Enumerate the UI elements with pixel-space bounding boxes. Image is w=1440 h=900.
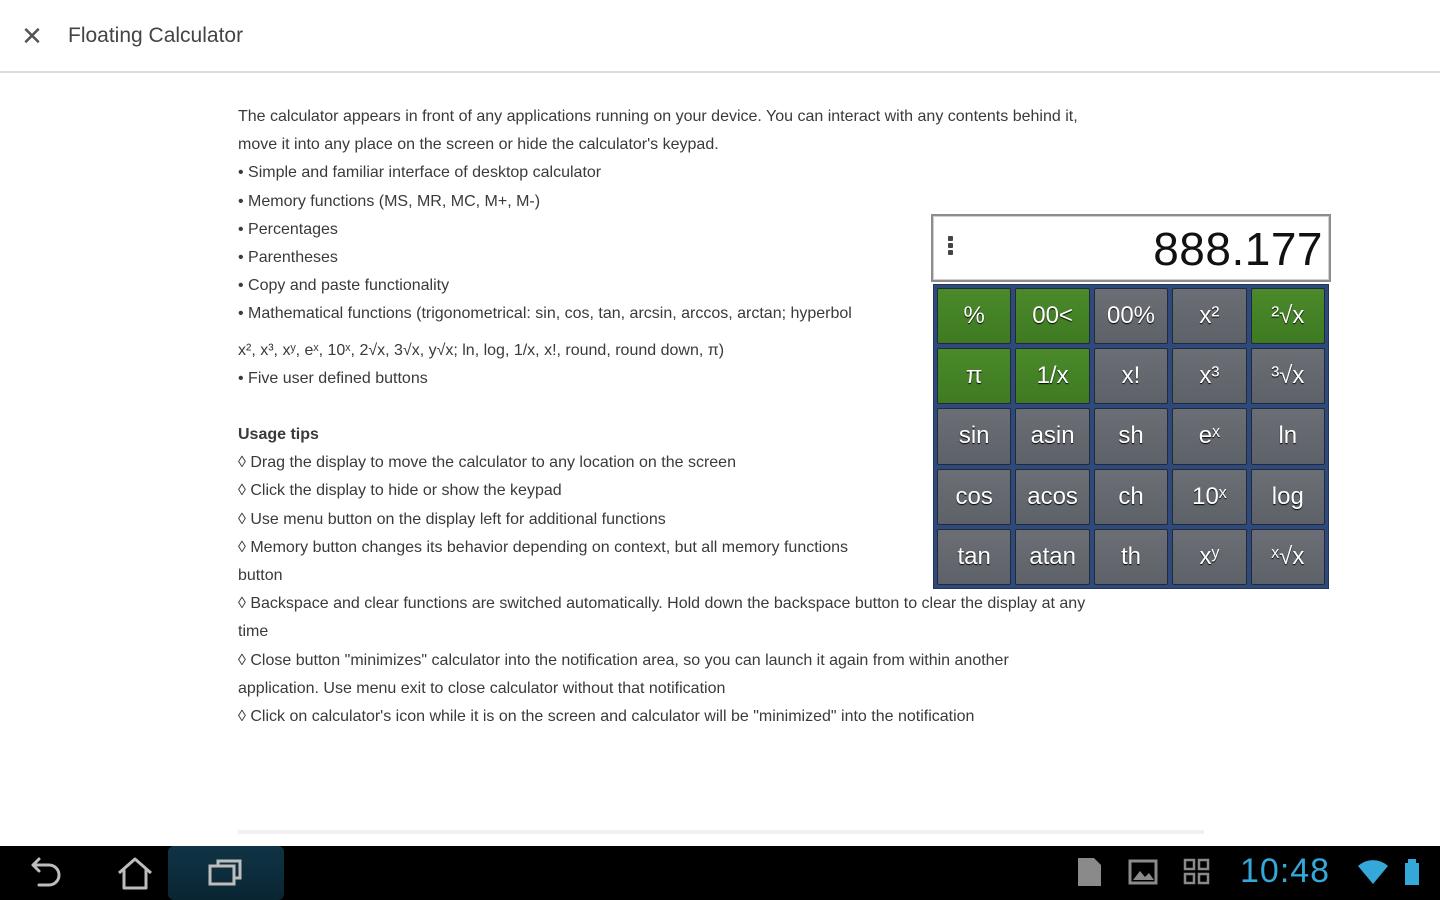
menu-icon[interactable]	[943, 234, 957, 262]
calc-key-button[interactable]: acos	[1015, 469, 1089, 525]
tip-item: time	[238, 623, 269, 641]
display-value: 888.177	[1153, 223, 1323, 275]
sd-card-icon	[1074, 856, 1104, 893]
calc-key-button[interactable]: 00%	[1094, 288, 1168, 344]
tip-item: button	[238, 567, 283, 585]
gallery-icon	[1128, 856, 1158, 893]
apps-grid-icon	[1182, 856, 1212, 893]
calc-key-button[interactable]: ch	[1094, 469, 1168, 525]
feature-item: • Percentages	[238, 220, 338, 238]
calculator-keypad	[933, 284, 1329, 589]
feature-item: x², x³, xʸ, eˣ, 10ˣ, 2√x, 3√x, y√x; ln, log, 1/x, x!, round, round down, π)	[238, 341, 725, 359]
tip-item: ◊ Memory button changes its behavior depending on context, but all memory functions	[238, 538, 849, 556]
feature-item: • Five user defined buttons	[238, 369, 428, 387]
back-icon[interactable]	[0, 846, 90, 900]
tip-item: application. Use menu exit to close calculator without that notification	[238, 679, 726, 697]
calculator-display[interactable]	[931, 214, 1331, 282]
system-navigation-bar	[0, 846, 1440, 900]
calc-key-button[interactable]: asin	[1015, 408, 1089, 464]
tip-item: ◊ Click the display to hide or show the keypad	[238, 482, 562, 500]
calc-key-button[interactable]: cos	[937, 469, 1011, 525]
calc-key-button[interactable]: %	[937, 288, 1011, 344]
tip-item: ◊ Click on calculator's icon while it is on the screen and calculator will be "minimized" into the notification	[238, 708, 975, 726]
calc-key-button[interactable]: x!	[1094, 348, 1168, 404]
calc-key-button[interactable]: ³√x	[1251, 348, 1325, 404]
calc-key-button[interactable]: 1/x	[1015, 348, 1089, 404]
calc-key-button[interactable]: atan	[1015, 529, 1089, 585]
page-title: Floating Calculator	[68, 24, 244, 47]
feature-item: • Parentheses	[238, 249, 338, 267]
feature-item: • Mathematical functions (trigonometrical: sin, cos, tan, arcsin, arccos, arctan; hyperbol	[238, 305, 852, 323]
calc-key-button[interactable]: 00<	[1015, 288, 1089, 344]
battery-icon	[1402, 856, 1422, 893]
tip-item: ◊ Close button "minimizes" calculator into the notification area, so you can launch it again from within another	[238, 651, 1009, 669]
calc-key-button[interactable]: log	[1251, 469, 1325, 525]
calc-key-button[interactable]: π	[937, 348, 1011, 404]
calc-key-button[interactable]: x³	[1172, 348, 1246, 404]
home-icon[interactable]	[90, 846, 180, 900]
calc-key-button[interactable]: th	[1094, 529, 1168, 585]
calc-key-button[interactable]: xʸ	[1172, 529, 1246, 585]
feature-item: • Simple and familiar interface of desktop calculator	[238, 164, 602, 182]
usage-tips-heading: Usage tips	[238, 426, 319, 444]
tip-item: ◊ Use menu button on the display left for additional functions	[238, 510, 666, 528]
calc-key-button[interactable]: eˣ	[1172, 408, 1246, 464]
recent-apps-icon[interactable]	[168, 846, 284, 900]
calc-key-button[interactable]: ²√x	[1251, 288, 1325, 344]
intro-line-1: The calculator appears in front of any applications running on your device. You can interact with any contents behind it,	[238, 108, 1078, 125]
content-divider	[238, 830, 1204, 834]
tip-item: ◊ Backspace and clear functions are switched automatically. Hold down the backspace button to clear the display at any	[238, 595, 1086, 613]
feature-item: • Copy and paste functionality	[238, 277, 450, 295]
calc-key-button[interactable]: 10ˣ	[1172, 469, 1246, 525]
calc-key-button[interactable]: ˣ√x	[1251, 529, 1325, 585]
calc-key-button[interactable]: tan	[937, 529, 1011, 585]
calc-key-button[interactable]: x²	[1172, 288, 1246, 344]
calc-key-button[interactable]: ln	[1251, 408, 1325, 464]
feature-item: • Memory functions (MS, MR, MC, M+, M-)	[238, 192, 541, 210]
calc-key-button[interactable]: sh	[1094, 408, 1168, 464]
calc-key-button[interactable]: sin	[937, 408, 1011, 464]
floating-calculator[interactable]	[931, 214, 1331, 590]
close-icon[interactable]: ✕	[21, 21, 43, 51]
intro-line-2: move it into any place on the screen or hide the calculator's keypad.	[238, 136, 719, 154]
wifi-icon	[1356, 856, 1390, 893]
action-bar	[0, 0, 1440, 73]
clock: 10:48	[1240, 852, 1331, 890]
tip-item: ◊ Drag the display to move the calculator to any location on the screen	[238, 454, 736, 472]
